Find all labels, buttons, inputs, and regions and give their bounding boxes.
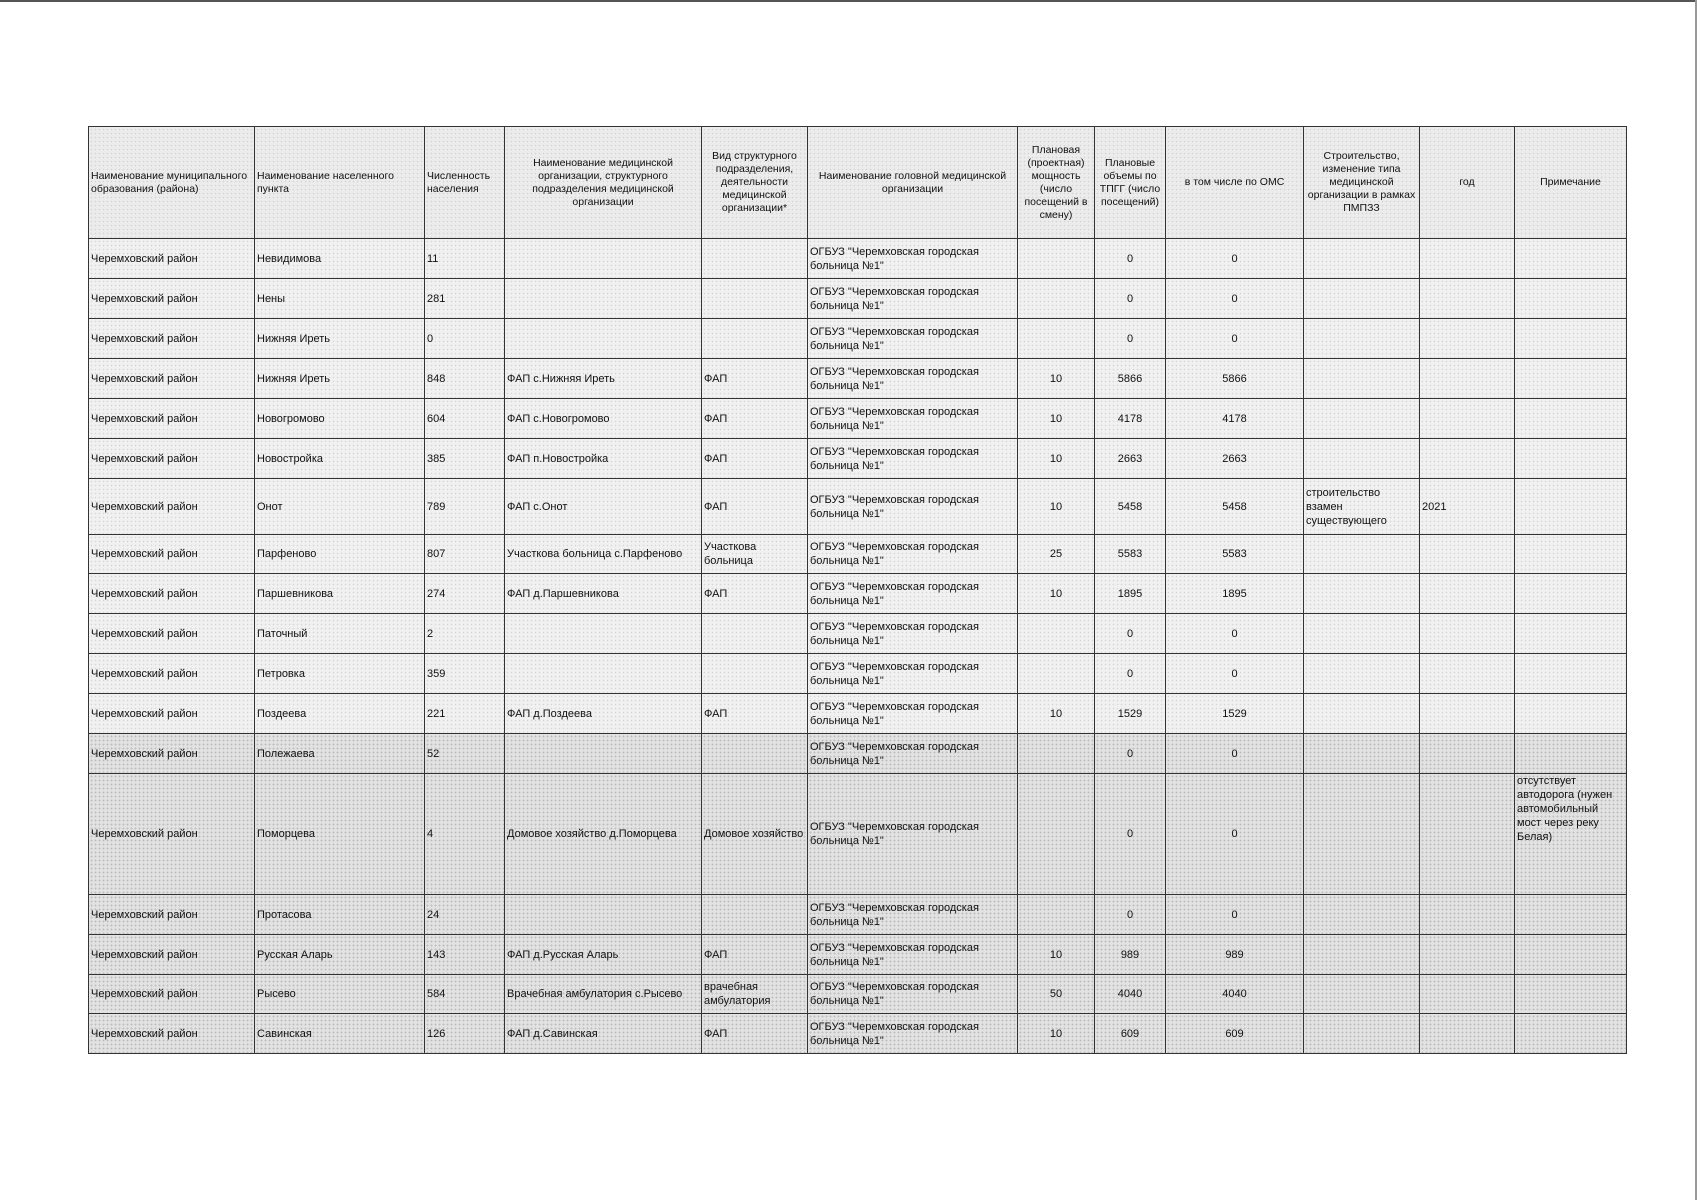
- cell-head-org: ОГБУЗ "Черемховская городская больница №1": [808, 439, 1018, 479]
- cell-district: Черемховский район: [89, 1014, 255, 1054]
- cell-settlement: Нижняя Иреть: [255, 359, 425, 399]
- cell-capacity: [1018, 734, 1095, 774]
- cell-settlement: Петровка: [255, 654, 425, 694]
- cell-volume: 5583: [1095, 535, 1166, 574]
- table-row: [89, 1014, 1627, 1054]
- cell-oms: 0: [1166, 279, 1304, 319]
- cell-oms: 0: [1166, 895, 1304, 935]
- cell-settlement: Паточный: [255, 614, 425, 654]
- cell-construction: [1304, 614, 1420, 654]
- cell-population: 604: [425, 399, 505, 439]
- table-row: [89, 895, 1627, 935]
- cell-capacity: 10: [1018, 479, 1095, 535]
- table-row: [89, 535, 1627, 574]
- cell-type: ФАП: [702, 694, 808, 734]
- cell-population: 789: [425, 479, 505, 535]
- cell-oms: 0: [1166, 654, 1304, 694]
- col-header-settlement: Наименование населенного пункта: [255, 127, 425, 239]
- cell-note: [1515, 654, 1627, 694]
- cell-note: [1515, 535, 1627, 574]
- cell-oms: 5583: [1166, 535, 1304, 574]
- cell-settlement: Паршевникова: [255, 574, 425, 614]
- cell-note: [1515, 614, 1627, 654]
- cell-year: [1420, 895, 1515, 935]
- cell-district: Черемховский район: [89, 975, 255, 1014]
- table-row: [89, 614, 1627, 654]
- cell-volume: 1895: [1095, 574, 1166, 614]
- cell-district: Черемховский район: [89, 895, 255, 935]
- cell-population: 274: [425, 574, 505, 614]
- cell-type: Участкова больница: [702, 535, 808, 574]
- cell-construction: [1304, 734, 1420, 774]
- cell-capacity: [1018, 319, 1095, 359]
- cell-year: [1420, 535, 1515, 574]
- table-row: [89, 574, 1627, 614]
- cell-oms: 5866: [1166, 359, 1304, 399]
- cell-capacity: 10: [1018, 574, 1095, 614]
- cell-district: Черемховский район: [89, 734, 255, 774]
- cell-year: 2021: [1420, 479, 1515, 535]
- table-row: [89, 654, 1627, 694]
- cell-construction: [1304, 319, 1420, 359]
- cell-org: ФАП п.Новостройка: [505, 439, 702, 479]
- cell-district: Черемховский район: [89, 359, 255, 399]
- cell-volume: 1529: [1095, 694, 1166, 734]
- cell-note: [1515, 975, 1627, 1014]
- cell-district: Черемховский район: [89, 239, 255, 279]
- cell-district: Черемховский район: [89, 479, 255, 535]
- cell-settlement: Нены: [255, 279, 425, 319]
- cell-year: [1420, 614, 1515, 654]
- cell-population: 385: [425, 439, 505, 479]
- cell-type: ФАП: [702, 479, 808, 535]
- cell-type: ФАП: [702, 574, 808, 614]
- cell-type: врачебная амбулатория: [702, 975, 808, 1014]
- cell-type: [702, 895, 808, 935]
- cell-org: ФАП с.Онот: [505, 479, 702, 535]
- cell-capacity: [1018, 239, 1095, 279]
- cell-year: [1420, 694, 1515, 734]
- cell-construction: [1304, 774, 1420, 895]
- cell-note: [1515, 935, 1627, 975]
- cell-construction: [1304, 935, 1420, 975]
- cell-settlement: Новогромово: [255, 399, 425, 439]
- cell-population: 4: [425, 774, 505, 895]
- col-header-oms: в том числе по ОМС: [1166, 127, 1304, 239]
- cell-capacity: 10: [1018, 439, 1095, 479]
- cell-population: 11: [425, 239, 505, 279]
- cell-head-org: ОГБУЗ "Черемховская городская больница №1": [808, 774, 1018, 895]
- cell-org: ФАП с.Новогромово: [505, 399, 702, 439]
- cell-year: [1420, 574, 1515, 614]
- cell-population: 24: [425, 895, 505, 935]
- cell-population: 221: [425, 694, 505, 734]
- cell-note: отсутствует автодорога (нужен автомобильный мост через реку Белая): [1515, 774, 1627, 895]
- cell-construction: [1304, 239, 1420, 279]
- cell-org: [505, 279, 702, 319]
- cell-note: [1515, 574, 1627, 614]
- cell-population: 52: [425, 734, 505, 774]
- cell-org: Домовое хозяйство д.Поморцева: [505, 774, 702, 895]
- cell-construction: [1304, 654, 1420, 694]
- table-row: [89, 935, 1627, 975]
- cell-settlement: Невидимова: [255, 239, 425, 279]
- cell-capacity: 10: [1018, 1014, 1095, 1054]
- cell-org: Врачебная амбулатория с.Рысево: [505, 975, 702, 1014]
- cell-org: [505, 654, 702, 694]
- cell-district: Черемховский район: [89, 439, 255, 479]
- cell-volume: 0: [1095, 654, 1166, 694]
- cell-capacity: 25: [1018, 535, 1095, 574]
- cell-volume: 0: [1095, 774, 1166, 895]
- cell-settlement: Рысево: [255, 975, 425, 1014]
- cell-district: Черемховский район: [89, 774, 255, 895]
- cell-oms: 609: [1166, 1014, 1304, 1054]
- cell-oms: 1895: [1166, 574, 1304, 614]
- col-header-type: Вид структурного подразделения, деятельности медицинской организации*: [702, 127, 808, 239]
- col-header-population: Численность населения: [425, 127, 505, 239]
- cell-settlement: Поморцева: [255, 774, 425, 895]
- cell-population: 281: [425, 279, 505, 319]
- cell-settlement: Поздеева: [255, 694, 425, 734]
- table-row: [89, 694, 1627, 734]
- cell-volume: 609: [1095, 1014, 1166, 1054]
- cell-capacity: 10: [1018, 694, 1095, 734]
- cell-type: ФАП: [702, 935, 808, 975]
- cell-org: Участкова больница с.Парфеново: [505, 535, 702, 574]
- cell-construction: [1304, 279, 1420, 319]
- cell-oms: 0: [1166, 774, 1304, 895]
- header-row: [89, 127, 1627, 239]
- cell-construction: [1304, 439, 1420, 479]
- cell-year: [1420, 935, 1515, 975]
- cell-year: [1420, 279, 1515, 319]
- medical-facilities-table: [88, 126, 1627, 1054]
- cell-head-org: ОГБУЗ "Черемховская городская больница №1": [808, 614, 1018, 654]
- cell-oms: 0: [1166, 614, 1304, 654]
- cell-year: [1420, 975, 1515, 1014]
- cell-population: 143: [425, 935, 505, 975]
- cell-capacity: [1018, 279, 1095, 319]
- cell-type: Домовое хозяйство: [702, 774, 808, 895]
- cell-head-org: ОГБУЗ "Черемховская городская больница №1": [808, 935, 1018, 975]
- cell-type: [702, 319, 808, 359]
- cell-settlement: Онот: [255, 479, 425, 535]
- cell-org: [505, 319, 702, 359]
- cell-capacity: [1018, 895, 1095, 935]
- cell-type: [702, 734, 808, 774]
- cell-year: [1420, 654, 1515, 694]
- cell-head-org: ОГБУЗ "Черемховская городская больница №1": [808, 1014, 1018, 1054]
- cell-head-org: ОГБУЗ "Черемховская городская больница №1": [808, 399, 1018, 439]
- cell-population: 359: [425, 654, 505, 694]
- cell-population: 0: [425, 319, 505, 359]
- cell-district: Черемховский район: [89, 614, 255, 654]
- cell-oms: 5458: [1166, 479, 1304, 535]
- cell-oms: 0: [1166, 734, 1304, 774]
- cell-capacity: [1018, 614, 1095, 654]
- cell-construction: [1304, 975, 1420, 1014]
- cell-note: [1515, 694, 1627, 734]
- cell-head-org: ОГБУЗ "Черемховская городская больница №1": [808, 574, 1018, 614]
- cell-oms: 0: [1166, 239, 1304, 279]
- table-row: [89, 975, 1627, 1014]
- cell-oms: 4040: [1166, 975, 1304, 1014]
- col-header-note: Примечание: [1515, 127, 1627, 239]
- cell-head-org: ОГБУЗ "Черемховская городская больница №1": [808, 239, 1018, 279]
- cell-construction: [1304, 535, 1420, 574]
- cell-volume: 0: [1095, 239, 1166, 279]
- col-header-org: Наименование медицинской организации, структурного подразделения медицинской организации: [505, 127, 702, 239]
- cell-settlement: Протасова: [255, 895, 425, 935]
- cell-year: [1420, 239, 1515, 279]
- table-row: [89, 319, 1627, 359]
- cell-capacity: 50: [1018, 975, 1095, 1014]
- cell-head-org: ОГБУЗ "Черемховская городская больница №1": [808, 694, 1018, 734]
- cell-volume: 2663: [1095, 439, 1166, 479]
- cell-oms: 2663: [1166, 439, 1304, 479]
- cell-district: Черемховский район: [89, 319, 255, 359]
- cell-population: 848: [425, 359, 505, 399]
- cell-settlement: Нижняя Иреть: [255, 319, 425, 359]
- cell-year: [1420, 399, 1515, 439]
- cell-org: ФАП д.Русская Аларь: [505, 935, 702, 975]
- cell-oms: 4178: [1166, 399, 1304, 439]
- cell-oms: 1529: [1166, 694, 1304, 734]
- cell-population: 584: [425, 975, 505, 1014]
- cell-volume: 0: [1095, 279, 1166, 319]
- cell-capacity: [1018, 654, 1095, 694]
- cell-year: [1420, 359, 1515, 399]
- cell-volume: 0: [1095, 734, 1166, 774]
- table-row: [89, 774, 1627, 895]
- cell-population: 2: [425, 614, 505, 654]
- cell-org: [505, 734, 702, 774]
- cell-type: [702, 239, 808, 279]
- cell-head-org: ОГБУЗ "Черемховская городская больница №1": [808, 319, 1018, 359]
- col-header-head-org: Наименование головной медицинской организации: [808, 127, 1018, 239]
- table-row: [89, 399, 1627, 439]
- cell-settlement: Парфеново: [255, 535, 425, 574]
- cell-type: [702, 654, 808, 694]
- cell-district: Черемховский район: [89, 694, 255, 734]
- cell-volume: 4178: [1095, 399, 1166, 439]
- cell-capacity: 10: [1018, 935, 1095, 975]
- cell-construction: строительство взамен существующего: [1304, 479, 1420, 535]
- cell-volume: 5866: [1095, 359, 1166, 399]
- cell-org: [505, 239, 702, 279]
- col-header-year: год: [1420, 127, 1515, 239]
- cell-year: [1420, 1014, 1515, 1054]
- scan-edge-top: [0, 0, 1697, 2]
- cell-district: Черемховский район: [89, 279, 255, 319]
- cell-org: ФАП д.Поздеева: [505, 694, 702, 734]
- cell-construction: [1304, 895, 1420, 935]
- cell-district: Черемховский район: [89, 535, 255, 574]
- cell-oms: 0: [1166, 319, 1304, 359]
- cell-head-org: ОГБУЗ "Черемховская городская больница №1": [808, 479, 1018, 535]
- cell-note: [1515, 895, 1627, 935]
- cell-construction: [1304, 574, 1420, 614]
- cell-note: [1515, 734, 1627, 774]
- cell-year: [1420, 439, 1515, 479]
- cell-construction: [1304, 399, 1420, 439]
- table-row: [89, 734, 1627, 774]
- cell-construction: [1304, 1014, 1420, 1054]
- cell-capacity: 10: [1018, 359, 1095, 399]
- cell-org: ФАП с.Нижняя Иреть: [505, 359, 702, 399]
- cell-note: [1515, 439, 1627, 479]
- cell-type: [702, 614, 808, 654]
- table-row: [89, 239, 1627, 279]
- cell-head-org: ОГБУЗ "Черемховская городская больница №1": [808, 734, 1018, 774]
- cell-oms: 989: [1166, 935, 1304, 975]
- cell-volume: 0: [1095, 895, 1166, 935]
- cell-population: 126: [425, 1014, 505, 1054]
- cell-type: [702, 279, 808, 319]
- cell-volume: 5458: [1095, 479, 1166, 535]
- cell-population: 807: [425, 535, 505, 574]
- cell-year: [1420, 774, 1515, 895]
- cell-district: Черемховский район: [89, 935, 255, 975]
- cell-note: [1515, 359, 1627, 399]
- cell-volume: 0: [1095, 614, 1166, 654]
- col-header-construction: Строительство, изменение типа медицинской организации в рамках ПМПЗЗ: [1304, 127, 1420, 239]
- col-header-district: Наименование муниципального образования (района): [89, 127, 255, 239]
- cell-note: [1515, 479, 1627, 535]
- cell-district: Черемховский район: [89, 399, 255, 439]
- cell-settlement: Савинская: [255, 1014, 425, 1054]
- cell-year: [1420, 319, 1515, 359]
- cell-head-org: ОГБУЗ "Черемховская городская больница №1": [808, 654, 1018, 694]
- cell-settlement: Полежаева: [255, 734, 425, 774]
- cell-capacity: [1018, 774, 1095, 895]
- cell-note: [1515, 319, 1627, 359]
- cell-type: ФАП: [702, 399, 808, 439]
- cell-volume: 4040: [1095, 975, 1166, 1014]
- cell-district: Черемховский район: [89, 654, 255, 694]
- cell-note: [1515, 279, 1627, 319]
- table-row: [89, 479, 1627, 535]
- cell-head-org: ОГБУЗ "Черемховская городская больница №1": [808, 975, 1018, 1014]
- col-header-capacity: Плановая (проектная) мощность (число посещений в смену): [1018, 127, 1095, 239]
- cell-org: [505, 614, 702, 654]
- table-row: [89, 359, 1627, 399]
- cell-settlement: Русская Аларь: [255, 935, 425, 975]
- cell-head-org: ОГБУЗ "Черемховская городская больница №1": [808, 895, 1018, 935]
- cell-org: ФАП д.Паршевникова: [505, 574, 702, 614]
- cell-org: [505, 895, 702, 935]
- cell-capacity: 10: [1018, 399, 1095, 439]
- cell-type: ФАП: [702, 359, 808, 399]
- cell-construction: [1304, 694, 1420, 734]
- cell-construction: [1304, 359, 1420, 399]
- cell-type: ФАП: [702, 1014, 808, 1054]
- cell-year: [1420, 734, 1515, 774]
- cell-note: [1515, 399, 1627, 439]
- cell-volume: 0: [1095, 319, 1166, 359]
- col-header-volume: Плановые объемы по ТПГГ (число посещений): [1095, 127, 1166, 239]
- cell-settlement: Новостройка: [255, 439, 425, 479]
- cell-head-org: ОГБУЗ "Черемховская городская больница №1": [808, 359, 1018, 399]
- cell-note: [1515, 1014, 1627, 1054]
- cell-org: ФАП д.Савинская: [505, 1014, 702, 1054]
- cell-district: Черемховский район: [89, 574, 255, 614]
- cell-volume: 989: [1095, 935, 1166, 975]
- cell-head-org: ОГБУЗ "Черемховская городская больница №1": [808, 535, 1018, 574]
- cell-type: ФАП: [702, 439, 808, 479]
- table-row: [89, 279, 1627, 319]
- table-row: [89, 439, 1627, 479]
- cell-head-org: ОГБУЗ "Черемховская городская больница №1": [808, 279, 1018, 319]
- cell-note: [1515, 239, 1627, 279]
